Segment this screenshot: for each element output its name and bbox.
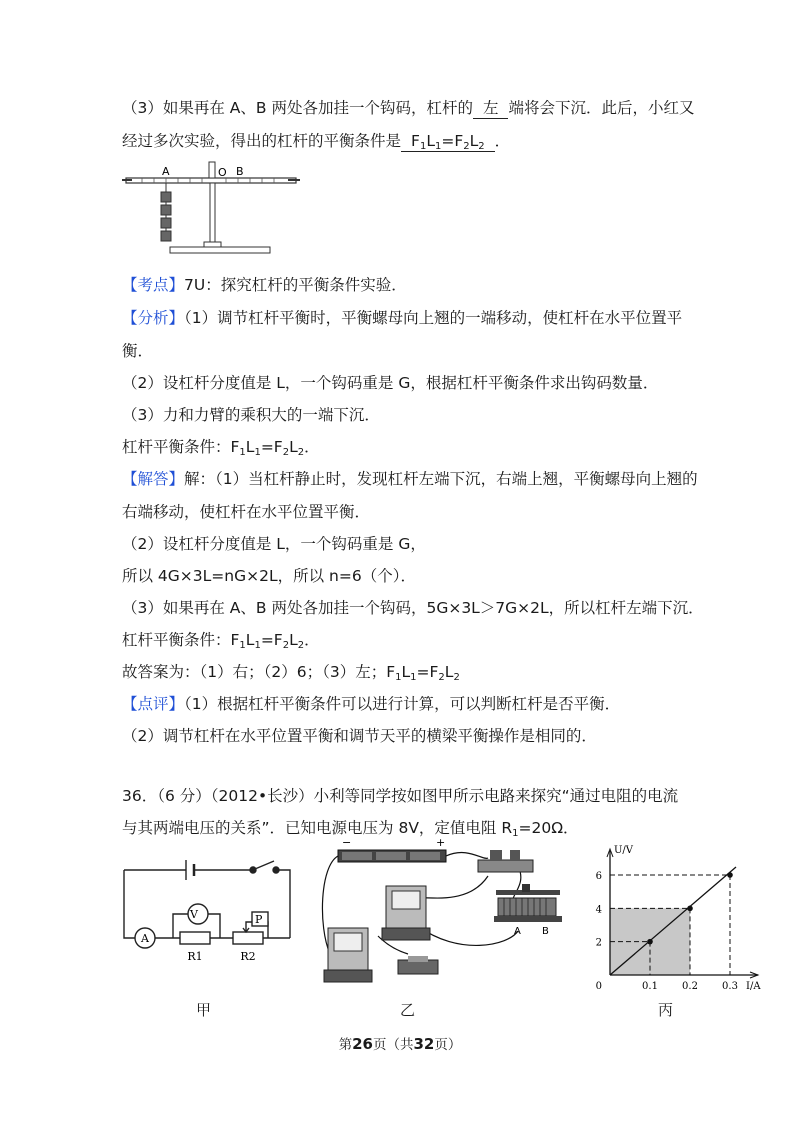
voltmeter-label: V: [190, 908, 198, 921]
caption-yi: 乙: [400, 1001, 416, 1019]
y-tick-label-1: 2: [595, 937, 602, 949]
jieda-line1: 【解答】解：（1）当杠杆静止时，发现杠杆左端下沉，右端上翘，平衡螺母向上翘的: [122, 470, 698, 488]
caption-bing: 丙: [658, 1001, 674, 1019]
circuit-diagram: [118, 850, 300, 962]
rheostat-label-a: A: [514, 926, 521, 937]
fenxi-line1: 【分析】（1）调节杠杆平衡时，平衡螺母向上翘的一端移动，使杠杆在水平位置平: [122, 309, 683, 327]
battery-minus: −: [342, 836, 352, 849]
answer-blank-1: 左: [473, 98, 509, 119]
data-point-2: [687, 906, 693, 912]
r1-label: R1: [187, 950, 203, 962]
rheostat-label-b: B: [542, 926, 549, 937]
ammeter-label: A: [141, 932, 149, 945]
dianping-line1: 【点评】（1）根据杠杆平衡条件可以进行计算，可以判断杠杆是否平衡．: [122, 695, 621, 713]
page-number: 26: [352, 1035, 373, 1053]
jieda-line4: 所以 4G×3L=nG×2L，所以 n=6（个）．: [122, 567, 416, 585]
x-axis-label: I/A: [746, 981, 761, 990]
jieda-line7: 故答案为：（1）右；（2）6；（3）左；$F_1L_1=F_2L_2$: [122, 663, 460, 683]
lever-figure: [122, 158, 302, 262]
jieda-line5: （3）如果再在 A、B 两处各加挂一个钩码，5G×3L＞7G×2L，所以杠杆左端下沉．: [122, 599, 704, 617]
fenxi-line2: 衡．: [122, 342, 154, 360]
x-tick-label-3: 0.3: [722, 981, 738, 990]
data-point-3: [727, 872, 733, 878]
page-total: 32: [413, 1035, 435, 1053]
jieda-line3: （2）设杠杆分度值是 L，一个钩码重是 G，: [122, 535, 426, 553]
apparatus-photo: [318, 836, 580, 988]
q36-line1: 36．（6 分）（2012•长沙）小利等同学按如图甲所示电路来探究“通过电阻的电流: [122, 787, 679, 805]
fenxi-line3: （2）设杠杆分度值是 L，一个钩码重是 G，根据杠杆平衡条件求出钩码数量．: [122, 374, 659, 392]
page-footer: 第26页（共32页）: [338, 1035, 462, 1053]
caption-jia: 甲: [196, 1001, 212, 1019]
lever-label-b: B: [236, 165, 244, 178]
x-tick-label-1: 0.1: [642, 981, 658, 990]
jieda-line6: 杠杆平衡条件：$F_1L_1=F_2L_2$．: [122, 631, 320, 651]
slider-label-p: P: [255, 913, 263, 926]
fenxi-line5: 杠杆平衡条件：$F_1L_1=F_2L_2$．: [122, 438, 320, 458]
y-tick-label-2: 4: [595, 904, 602, 916]
r2-label: R2: [240, 950, 256, 962]
origin-label: 0: [595, 981, 602, 990]
battery-plus: +: [436, 836, 446, 849]
fenxi-line4: （3）力和力臂的乘积大的一端下沉．: [122, 406, 380, 424]
dianping-line2: （2）调节杠杆在水平位置平衡和调节天平的横梁平衡操作是相同的．: [122, 727, 597, 745]
lever-label-o: O: [218, 166, 227, 179]
q3-line1: （3）如果再在 A、B 两处各加挂一个钩码，杠杆的 左 端将会下沉．此后，小红又: [122, 99, 695, 117]
x-tick-label-2: 0.2: [682, 981, 698, 990]
y-tick-label-3: 6: [595, 871, 602, 882]
y-axis-label: U/V: [614, 845, 634, 856]
data-point-1: [647, 939, 653, 945]
answer-blank-2: $F_1L_1=F_2L_2$: [401, 131, 495, 152]
lever-label-a: A: [162, 165, 170, 178]
q3-line2: 经过多次实验，得出的杠杆的平衡条件是 $F_1L_1=F_2L_2$ ．: [122, 132, 511, 152]
jieda-line2: 右端移动，使杠杆在水平位置平衡．: [122, 503, 371, 521]
q36-line2: 与其两端电压的关系”．已知电源电压为 8V，定值电阻 $R_1=20\Omega$．: [122, 819, 579, 839]
kaodian-line: 【考点】7U：探究杠杆的平衡条件实验．: [122, 276, 407, 294]
u-i-chart: [584, 835, 774, 990]
